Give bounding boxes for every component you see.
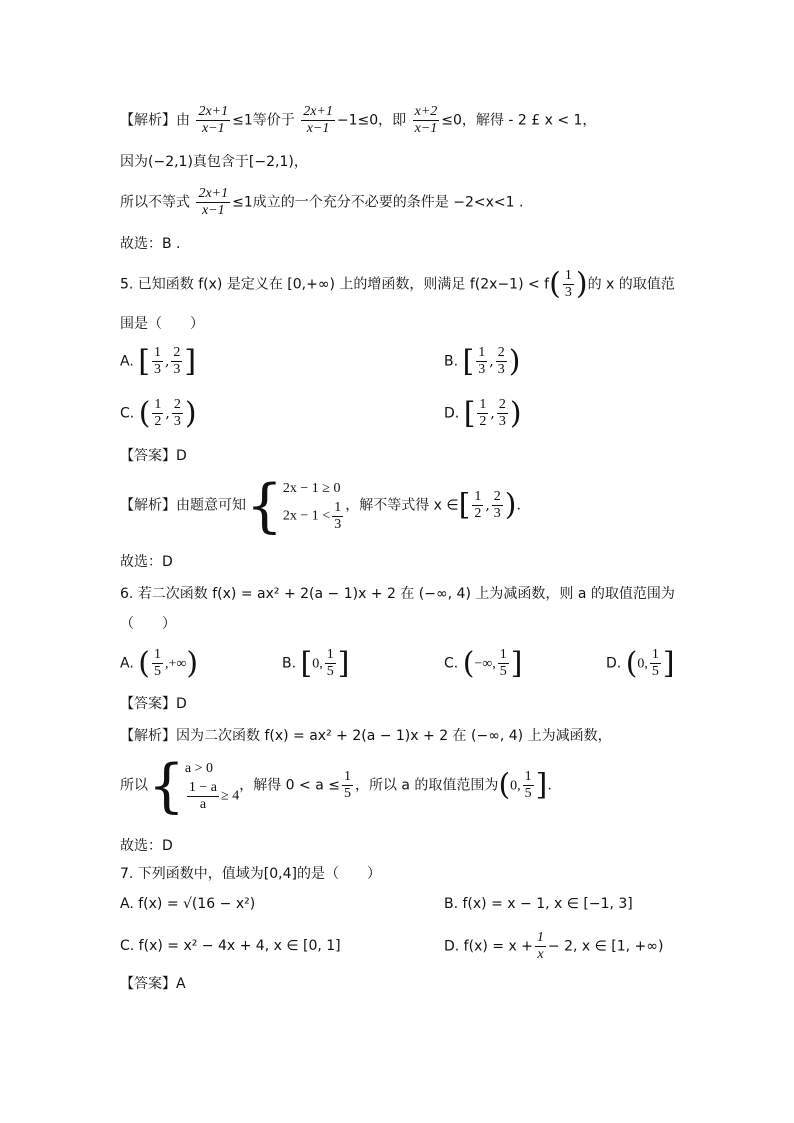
text: ≤1等价于 [232, 112, 295, 129]
text: 【解析】由题意可知 [120, 497, 246, 514]
fraction: $\frac{2x+1}{x-1}$ [198, 104, 229, 136]
q7-answer: 【答案】A [120, 976, 186, 992]
q5-option-d[interactable]: D. [ $\frac{1}{2}$ , $\frac{2}{3}$ ) [444, 396, 522, 431]
p4-choose: 故选：B . [120, 236, 181, 252]
q6-paren: （ ） [120, 616, 176, 632]
q6-option-d[interactable]: D. (0, $\frac{1}{5}$ ] [606, 646, 675, 681]
q5-option-c[interactable]: C. ( $\frac{1}{2}$ , $\frac{2}{3}$ ) [120, 396, 197, 431]
q6-option-c[interactable]: C. (−∞, $\frac{1}{5}$ ] [444, 646, 523, 681]
text: ，所以 a 的取值范围为 [354, 777, 499, 794]
q5-stem-cont: 围是（ ） [120, 316, 204, 332]
q5-choose: 故选：D [120, 554, 173, 570]
q7-option-d[interactable]: D. f(x) = x + $\frac{1}{x}$ − 2, x ∈ [1, +∞) [444, 930, 664, 962]
text: ，解得 0 < a ≤ [239, 777, 340, 794]
text: 所以 [120, 777, 148, 794]
q5-analysis: 【解析】由题意可知{ 2x − 1 ≥ 0 2x − 1 < $\frac{1}{3}$ ，解不等式得 x ∈[ $\frac{1}{2}$ , $\frac{2}{3}$ ). [120, 471, 521, 540]
q6-analysis-system: 所以{ a > 0 $\frac{1 - a}{a}$ ≥ 4 ，解得 0 < a ≤ $\frac{1}{5}$ ，所以 a 的取值范围为(0, $\frac{1}{5}$ ]. [120, 751, 552, 820]
q6-answer: 【答案】D [120, 696, 187, 712]
fraction: $\frac{1}{3}$ [564, 268, 572, 300]
inequality-system: 2x − 1 ≥ 0 2x − 1 < $\frac{1}{3}$ [282, 481, 342, 532]
option-label: B. [444, 353, 459, 370]
option-label: C. [120, 405, 135, 422]
q7-stem: 7. 下列函数中，值域为[0,4]的是（ ） [120, 866, 381, 882]
option-label: A. [120, 655, 134, 672]
p4-line2: 因为(−2,1)真包含于[−2,1)， [120, 154, 308, 170]
analysis-label: 【解析】 [120, 112, 176, 129]
text: 的 x 的取值范 [587, 276, 675, 293]
text: −1≤0，即 [336, 112, 407, 129]
p4-analysis-line [120, 104, 596, 137]
text: ，解不等式得 x ∈ [345, 497, 459, 514]
q6-option-b[interactable]: B. [0, $\frac{1}{5}$ ] [282, 646, 350, 681]
q5-option-a[interactable]: A. [ $\frac{1}{3}$ , $\frac{2}{3}$ ] [120, 344, 197, 379]
p4-line3 [120, 186, 523, 219]
fraction: $\frac{2x+1}{x-1}$ [303, 104, 333, 136]
q5-answer: 【答案】D [120, 448, 187, 464]
q5-stem: 5. 已知函数 f(x) 是定义在 [0,+∞) 上的增函数，则满足 f(2x−1) < f( $\frac{1}{3}$ )的 x 的取值范 [120, 266, 675, 302]
q5-option-b[interactable]: B. [ $\frac{1}{3}$ , $\frac{2}{3}$ ) [444, 344, 521, 379]
text: D. f(x) = x + [444, 938, 533, 955]
q7-option-b[interactable]: B. f(x) = x − 1, x ∈ [−1, 3] [444, 896, 633, 912]
option-label: B. [282, 655, 297, 672]
q6-option-a[interactable]: A. ( $\frac{1}{5}$ ,+∞) [120, 646, 199, 681]
fraction: $\frac{2x+1}{x-1}$ [198, 186, 229, 218]
text: ≤0，解得 - 2 £ x < 1， [441, 112, 597, 129]
text: − 2, x ∈ [1, +∞) [547, 938, 664, 955]
text: 由 [176, 112, 190, 129]
option-label: D. [606, 655, 622, 672]
fraction: $\frac{x+2}{x-1}$ [414, 104, 438, 136]
text: ≤1成立的一个充分不必要的条件是 −2<x<1 . [232, 194, 524, 211]
text: 5. 已知函数 f(x) 是定义在 [0,+∞) 上的增函数，则满足 f(2x−1) < f [120, 276, 550, 293]
q7-option-a[interactable]: A. f(x) = √(16 − x²) [120, 896, 256, 912]
q7-option-c[interactable]: C. f(x) = x² − 4x + 4, x ∈ [0, 1] [120, 938, 341, 954]
q6-analysis: 【解析】因为二次函数 f(x) = ax² + 2(a − 1)x + 2 在 (−∞, 4) 上为减函数， [120, 728, 612, 744]
option-label: D. [444, 405, 460, 422]
option-label: C. [444, 655, 459, 672]
q6-stem: 6. 若二次函数 f(x) = ax² + 2(a − 1)x + 2 在 (−∞, 4) 上为减函数，则 a 的取值范围为 [120, 586, 675, 602]
q6-choose: 故选：D [120, 838, 173, 854]
inequality-system: a > 0 $\frac{1 - a}{a}$ ≥ 4 [184, 761, 240, 812]
option-label: A. [120, 353, 134, 370]
text: 所以不等式 [120, 194, 190, 211]
